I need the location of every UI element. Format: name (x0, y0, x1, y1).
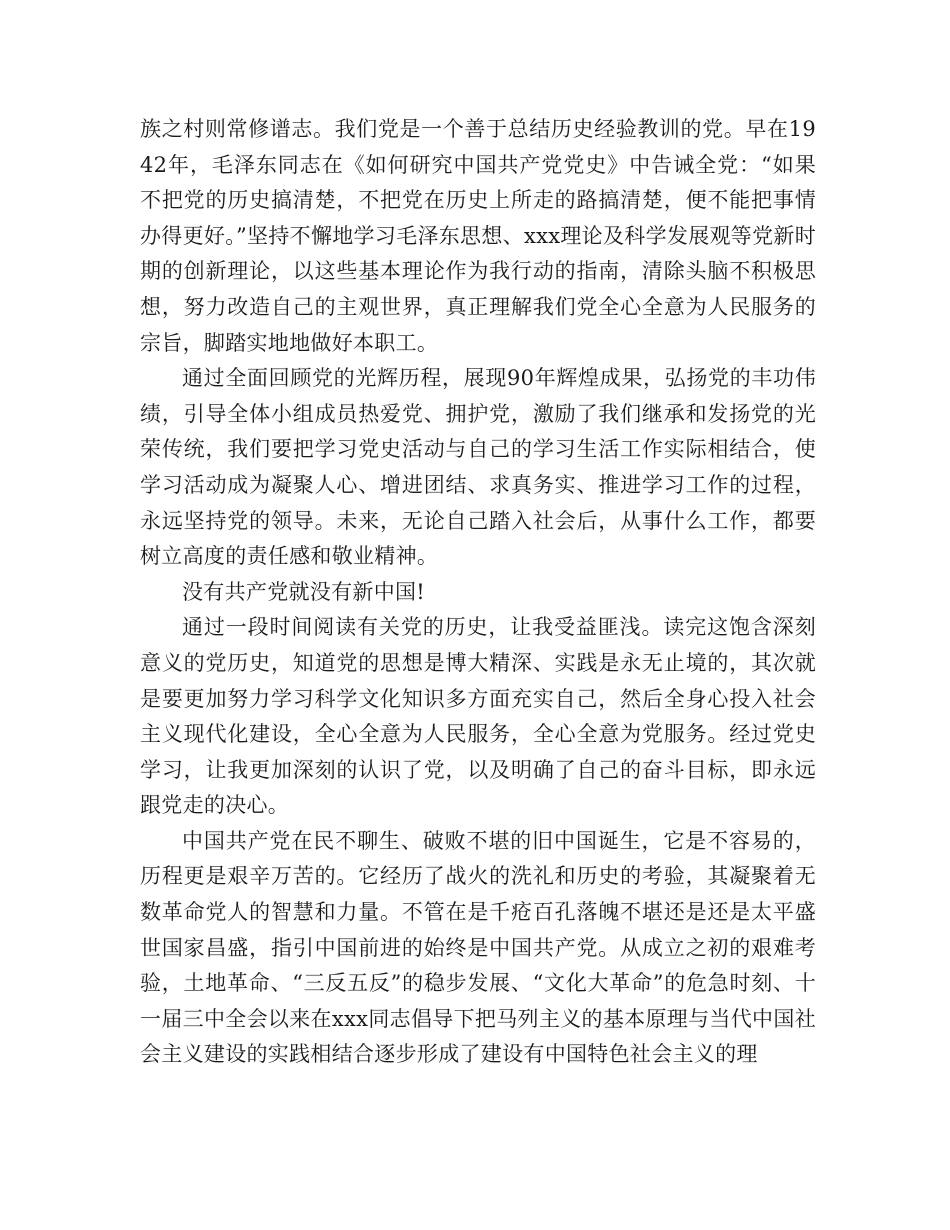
paragraph-2: 通过全面回顾党的光辉历程，展现90年辉煌成果，弘扬党的丰功伟绩，引导全体小组成员热爱党、拥护党，激励了我们继承和发扬党的光荣传统，我们要把学习党史活动与自己的学习生活工作实际相结合，使学习活动成为凝聚人心、增进团结、求真务实、推进学习工作的过程，永远坚持党的领导。未来，无论自己踏入社会后，从事什么工作，都要树立高度的责任感和敬业精神。 (140, 366, 816, 569)
document-body (140, 112, 816, 1073)
paragraph-1: 族之村则常修谱志。我们党是一个善于总结历史经验教训的党。早在1942年，毛泽东同志在《如何研究中国共产党党史》中告诫全党：“如果不把党的历史搞清楚，不把党在历史上所走的路搞清楚，便不能把事情办得更好。”坚持不懈地学习毛泽东思想、xxx理论及科学发展观等党新时期的创新理论，以这些基本理论作为我行动的指南，清除头脑不积极思想，努力改造自己的主观世界，真正理解我们党全心全意为人民服务的宗旨，脚踏实地地做好本职工。 (140, 117, 816, 355)
paragraph-5: 中国共产党在民不聊生、破败不堪的旧中国诞生，它是不容易的，历程更是艰辛万苦的。它经历了战火的洗礼和历史的考验，其凝聚着无数革命党人的智慧和力量。不管在是千疮百孔落魄不堪还是还是太平盛世国家昌盛，指引中国前进的始终是中国共产党。从成立之初的艰难考验，土地革命、“三反五反”的稳步发展、“文化大革命”的危急时刻、十一届三中全会以来在xxx同志倡导下把马列主义的基本原理与当代中国社会主义建设的实践相结合逐步形成了建设有中国特色社会主义的理 (140, 828, 816, 1067)
paragraph-4: 通过一段时间阅读有关党的历史，让我受益匪浅。读完这饱含深刻意义的党历史，知道党的思想是博大精深、实践是永无止境的，其次就是要更加努力学习科学文化知识多方面充实自己，然后全身心投入社会主义现代化建设，全心全意为人民服务，全心全意为党服务。经过党史学习，让我更加深刻的认识了党，以及明确了自己的奋斗目标，即永远跟党走的决心。 (140, 615, 816, 818)
paragraph-3: 没有共产党就没有新中国! (182, 579, 426, 604)
